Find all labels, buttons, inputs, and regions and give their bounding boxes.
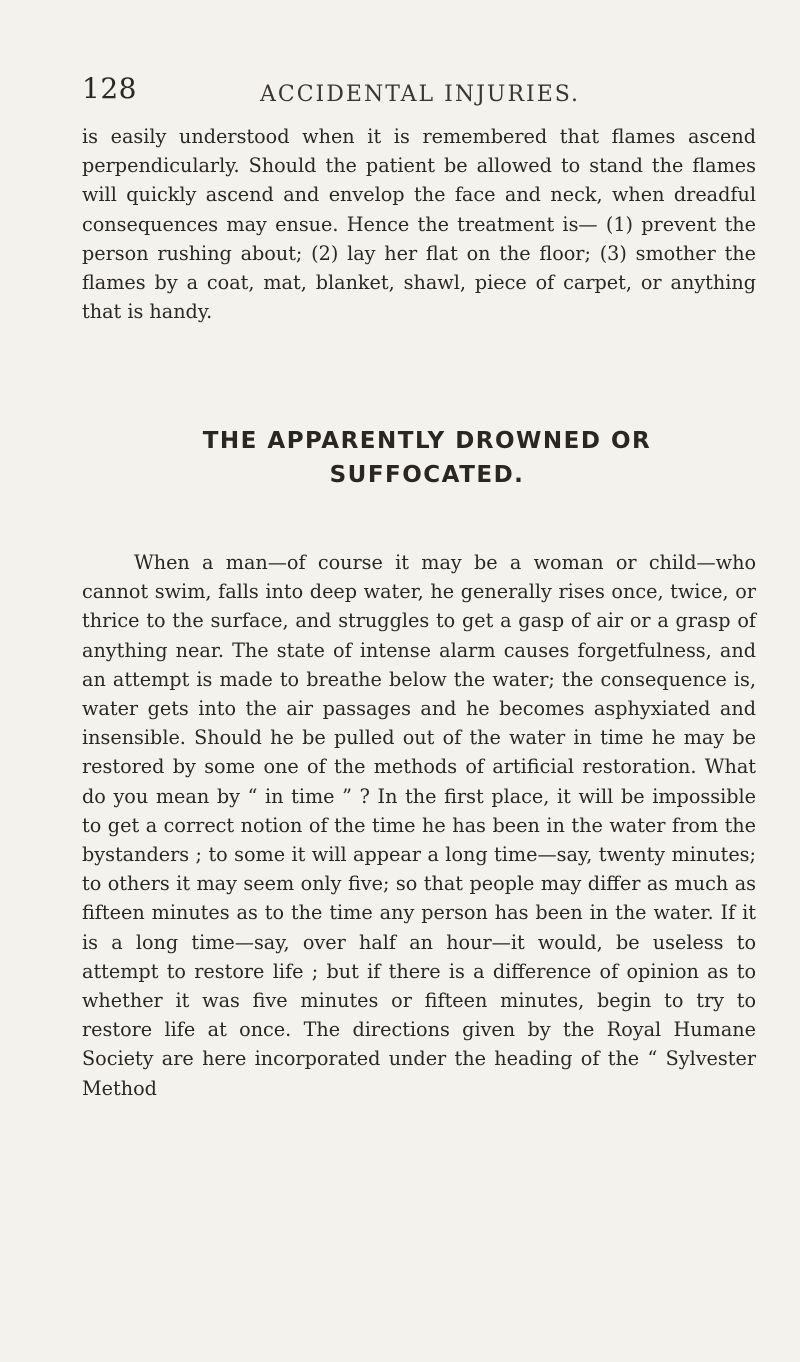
running-head [82, 72, 772, 112]
body-paragraph-continued: is easily understood when it is remembered that flames ascend perpendicularly. Should the patient be allowed to stand the flames will quickly ascend and envelop the face and neck, when dreadful consequences may ensue. Hence the treatment is— (1) prevent the person rushing about; (2) lay her flat on the floor; (3) smother the flames by a coat, mat, blanket, shawl, piece of carpet, or anything that is handy. [82, 125, 756, 324]
section-heading-line-1: THE APPARENTLY DROWNED OR [202, 428, 652, 454]
section-heading-line-2: SUFFOCATED. [329, 462, 525, 488]
section-paragraph: When a man—of course it may be a woman or child—who cannot swim, falls into deep water, he generally rises once, twice, or thrice to the surface, and struggles to get a gasp of air or a grasp of anything near. The state of intense alarm causes forgetfulness, and an attempt is made to breathe below the water; the consequence is, water gets into the air passages and he becomes asphyxiated and insensible. Should he be pulled out of the water in time he may be restored by some one of the methods of artificial restoration. What do you mean by “ in time ” ? In the first place, it will be impossible to get a correct notion of the time he has been in the water from the bystanders ; to some it will appear a long time—say, twenty minutes; to others it may seem only five; so that people may differ as much as fifteen minutes as to the time any person has been in the water. If it is a long time—say, over half an hour—it would, be useless to attempt to restore life ; but if there is a difference of opinion as to whether it was five minutes or fifteen minutes, begin to try to restore life at once. The directions given by the Royal Humane Society are here incorporated under the heading of the “ Sylvester Method [82, 551, 756, 1100]
running-title: ACCIDENTAL INJURIES. [260, 82, 581, 107]
page-number: 128 [82, 72, 137, 105]
section-heading [82, 424, 772, 492]
